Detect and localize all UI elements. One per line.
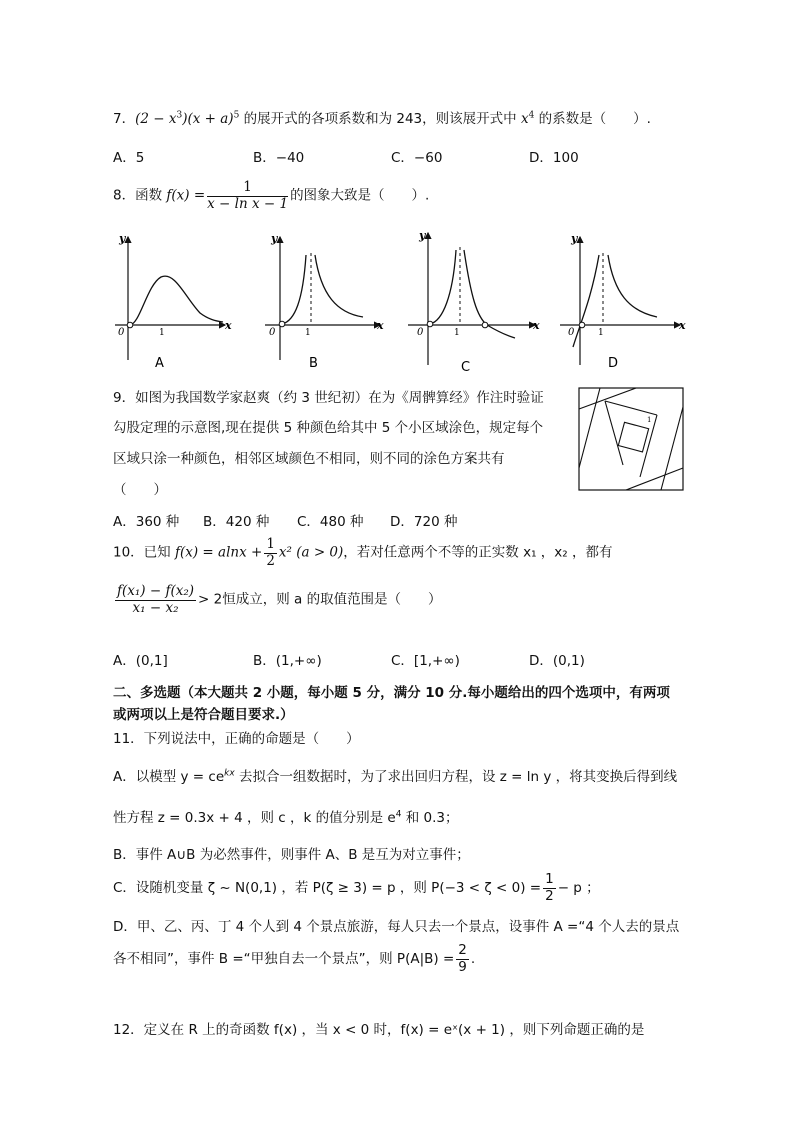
q10-option-b: B．(1,+∞) <box>253 653 322 669</box>
q11-option-a-line1 <box>113 765 677 785</box>
q7-expr-mid: )(x + a) <box>182 111 234 127</box>
q8-denominator: x − ln x − 1 <box>207 195 289 212</box>
q10-half-num: 1 <box>266 536 275 552</box>
q10-half-den: 2 <box>266 552 275 569</box>
graph-d-label: D <box>608 356 619 371</box>
q7-expr-left: (2 − x <box>135 111 177 127</box>
q10-lead: 10．已知 <box>113 544 175 561</box>
graph-c-y-label: y <box>419 229 426 242</box>
q11-a1b: 去拟合一组数据时，为了求出回归方程，设 z = ln y ，将其变换后得到线 <box>234 769 678 785</box>
graph-d-y-label: y <box>571 232 578 245</box>
graph-b-label: B <box>309 356 318 371</box>
q8-numerator: 1 <box>207 180 288 197</box>
q11-option-d-line2 <box>113 943 475 975</box>
q10-stem <box>113 537 612 569</box>
graph-d-x-label: x <box>679 319 686 332</box>
graph-a-tick: 1 <box>159 328 165 338</box>
graph-d-origin: 0 <box>568 327 575 338</box>
q9-option-a: A．360 种 <box>113 514 180 530</box>
q10-option-d: D．(0,1) <box>529 653 585 669</box>
graph-a-label: A <box>155 356 164 371</box>
graph-c-tick: 1 <box>454 328 460 338</box>
graph-b-x-label: x <box>377 319 384 332</box>
q11-stem: 11．下列说法中，正确的命题是（ ） <box>113 731 360 747</box>
q7-stem <box>113 107 651 127</box>
q7-option-d: D．100 <box>529 150 579 166</box>
q7-number: 7． <box>113 111 136 127</box>
graph-a-origin: 0 <box>118 327 125 338</box>
q8-f-lhs: f(x) = <box>166 187 206 204</box>
graph-a-y-label: y <box>119 232 126 245</box>
q11-d-num: 2 <box>458 942 467 958</box>
q7-exp5: 5 <box>233 110 240 121</box>
q12-stem: 12．定义在 R 上的奇函数 f(x) ，当 x < 0 时，f(x) = eˣ(x + 1) ，则下列命题正确的是 <box>113 1022 645 1038</box>
q10-diff-fraction <box>115 584 196 616</box>
q9-line3: 区域只涂一种颜色，相邻区域颜色不相同，则不同的涂色方案共有 <box>113 451 505 467</box>
graph-a <box>115 232 232 371</box>
q9-option-d: D．720 种 <box>390 514 458 530</box>
q11-a2-exp: 4 <box>395 809 402 820</box>
q11-c-num: 1 <box>545 871 554 887</box>
graph-a-x-label: x <box>225 319 232 332</box>
q8-stem <box>113 180 429 212</box>
q11-d2: 各不相同”，事件 B =“甲独自去一个景点”，则 P(A|B) = <box>113 951 455 968</box>
graph-d-tick: 1 <box>598 328 604 338</box>
graph-d <box>560 232 686 371</box>
q8-fraction <box>207 180 288 212</box>
q10-diff-den: x₁ − x₂ <box>132 599 179 616</box>
graph-b-y-label: y <box>271 232 278 245</box>
q11-a1: A．以模型 y = ce <box>113 769 225 785</box>
q9-line2: 勾股定理的示意图,现在提供 5 种颜色给其中 5 个小区域涂色，规定每个 <box>113 420 544 436</box>
q11-d-tail: . <box>470 951 476 968</box>
q9-line4: （ ） <box>113 482 167 498</box>
q7-text-a: 的展开式的各项系数和为 243，则该展开式中 <box>239 111 521 127</box>
q8-tail: 的图象大致是（ ）. <box>290 187 430 204</box>
q11-c-fraction <box>543 872 556 904</box>
graph-c <box>408 229 540 375</box>
q10-cond: ，若对任意两个不等的正实数 x₁ ，x₂ ，都有 <box>343 544 613 561</box>
q10-half <box>264 537 277 569</box>
q11-c-tail: − p ； <box>557 880 600 897</box>
graph-c-x-label: x <box>533 319 540 332</box>
q8-graphs <box>105 225 695 375</box>
q7-option-c: C．−60 <box>391 150 443 166</box>
q7-option-a: A．5 <box>113 150 145 166</box>
q11-d-fraction <box>456 943 469 975</box>
q10-option-c: C．[1,+∞) <box>391 653 460 669</box>
q7-exp3: 3 <box>176 110 183 121</box>
q11-a2: 性方程 z = 0.3x + 4 ，则 c ，k 的值分别是 e <box>113 810 396 826</box>
q9-zhao-shuang-diagram <box>578 387 684 491</box>
q10-fdef: f(x) = alnx + <box>174 544 263 561</box>
section2-header-line2: 或两项以上是符合题目要求.） <box>113 707 294 723</box>
q7-exp4: 4 <box>528 110 535 121</box>
q11-c-den: 2 <box>545 887 554 904</box>
q9-line1: 9．如图为我国数学家赵爽（约 3 世纪初）在为《周髀算经》作注时验证 <box>113 390 544 406</box>
section2-header-line1: 二、多选题（本大题共 2 小题，每小题 5 分，满分 10 分.每小题给出的四个选项中，有两项 <box>113 685 670 701</box>
q11-d-den: 9 <box>458 958 467 975</box>
graph-c-origin: 0 <box>417 327 424 338</box>
q7-text-b: 的系数是（ ）. <box>534 111 651 127</box>
q9-option-b: B．420 种 <box>203 514 270 530</box>
q7-option-b: B．−40 <box>253 150 305 166</box>
q7-var-x: x <box>520 111 529 127</box>
q10-diff-num: f(x₁) − f(x₂) <box>117 583 195 599</box>
graph-b-origin: 0 <box>269 327 276 338</box>
graph-b <box>265 232 384 371</box>
q10-option-a: A．(0,1] <box>113 653 168 669</box>
graph-b-tick: 1 <box>305 328 311 338</box>
q9-diagram-mark: 1 <box>647 416 652 424</box>
q10-fdef-tail: x² (a > 0) <box>278 544 344 561</box>
graph-c-label: C <box>461 360 471 375</box>
q9-option-c: C．480 种 <box>297 514 364 530</box>
q11-option-c <box>113 872 600 904</box>
q11-option-a-line2 <box>113 806 459 826</box>
q10-inequality <box>113 584 442 616</box>
q11-a2b: 和 0.3； <box>401 810 459 826</box>
q11-c-lead: C．设随机变量 ζ ~ N(0,1) ，若 P(ζ ≥ 3) = p ，则 P(−3 < ζ < 0) = <box>113 880 542 897</box>
q11-option-b: B．事件 A∪B 为必然事件，则事件 A、B 是互为对立事件； <box>113 847 470 863</box>
q10-ineq: > 2恒成立，则 a 的取值范围是（ ） <box>198 591 442 608</box>
q8-number: 8．函数 <box>113 187 167 204</box>
q11-a1-exp: kx <box>224 768 235 779</box>
q11-option-d-line1: D．甲、乙、丙、丁 4 个人到 4 个景点旅游，每人只去一个景点，设事件 A =“4 个人去的景点 <box>113 919 680 935</box>
